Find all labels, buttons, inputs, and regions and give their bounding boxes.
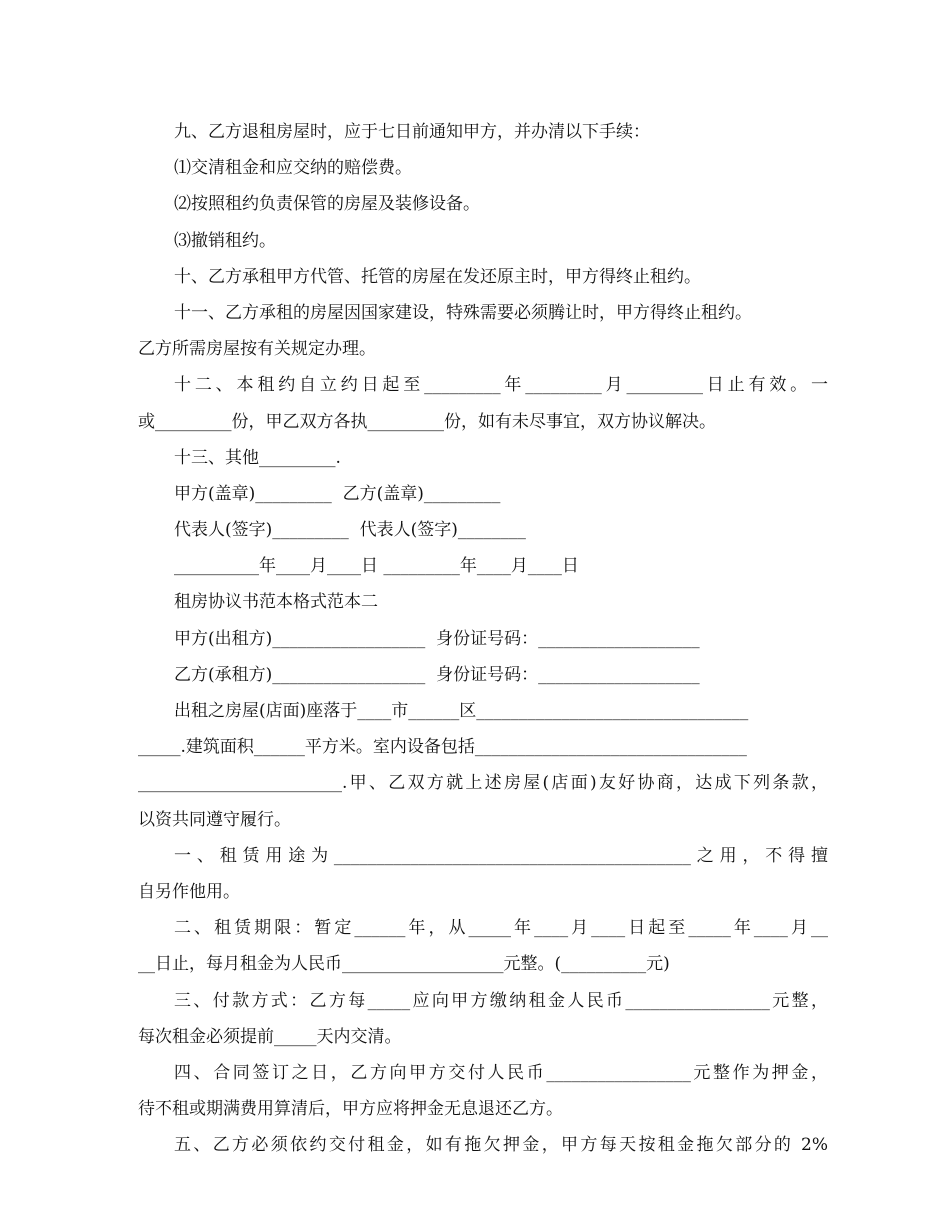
premises-line-2: _____.建筑面积______平方米。室内设备包括________________________________	[138, 737, 747, 758]
clause-11-line-2: 乙方所需房屋按有关规定办理。	[138, 339, 376, 360]
article-5-line-1: 五、乙方必须依约交付租金，如有拖欠押金，甲方每天按租金拖欠部分的 2%	[174, 1135, 828, 1156]
article-2-line-1: 二、租赁期限：暂定______年，从_____年____月____日起至_____年____月__	[174, 918, 828, 939]
clause-11-line-1: 十一、乙方承租的房屋因国家建设，特殊需要必须腾让时，甲方得终止租约。	[174, 302, 752, 323]
document-body	[138, 114, 828, 1163]
article-1-line-1: 一、租赁用途为__________________________________________之用，不得擅	[174, 845, 828, 866]
date-line: __________年____月____日 _________年____月____日	[174, 556, 579, 577]
clause-9-item-3: ⑶撤销租约。	[174, 230, 276, 251]
article-4-line-1: 四、合同签订之日，乙方向甲方交付人民币_________________元整作为押金，	[174, 1062, 828, 1083]
party-b-line: 乙方(承租方)__________________ 身份证号码：___________________	[174, 664, 700, 685]
article-2-line-2: __日止，每月租金为人民币___________________元整。(__________元)	[138, 954, 670, 975]
article-3-line-1: 三、付款方式：乙方每_____应向甲方缴纳租金人民币_________________元整，	[174, 990, 828, 1011]
clause-13-line: 十三、其他_________.	[174, 447, 341, 468]
premises-line-3: ________________________.甲、乙双方就上述房屋(店面)友好协商，达成下列条款，	[138, 773, 828, 794]
premises-line-4: 以资共同遵守履行。	[138, 809, 291, 830]
clause-9-item-2: ⑵按照租约负责保管的房屋及装修设备。	[174, 194, 480, 215]
article-1-line-2: 自另作他用。	[138, 881, 240, 902]
premises-line-1: 出租之房屋(店面)座落于____市______区________________________________	[174, 701, 749, 721]
clause-9-line: 九、乙方退租房屋时，应于七日前通知甲方，并办清以下手续：	[174, 122, 650, 142]
clause-12-line-2: 或_________份，甲乙双方各执_________份，如有未尽事宜，双方协议解决。	[138, 411, 716, 432]
article-4-line-2: 待不租或期满费用算清后，甲方应将押金无息退还乙方。	[138, 1099, 563, 1120]
clause-12-line-1: 十二、本租约自立约日起至_________年_________月_________日止有效。一	[174, 375, 828, 396]
clause-9-item-1: ⑴交清租金和应交纳的赔偿费。	[174, 158, 412, 179]
section-title: 租房协议书范本格式范本二	[174, 592, 378, 613]
article-3-line-2: 每次租金必须提前_____天内交清。	[138, 1026, 402, 1047]
seal-line: 甲方(盖章)_________ 乙方(盖章)_________	[174, 483, 501, 504]
signature-line: 代表人(签字)_________ 代表人(签字)________	[174, 520, 526, 541]
clause-10-line: 十、乙方承租甲方代管、托管的房屋在发还原主时，甲方得终止租约。	[174, 266, 701, 287]
party-a-line: 甲方(出租方)__________________ 身份证号码：___________________	[174, 628, 700, 649]
